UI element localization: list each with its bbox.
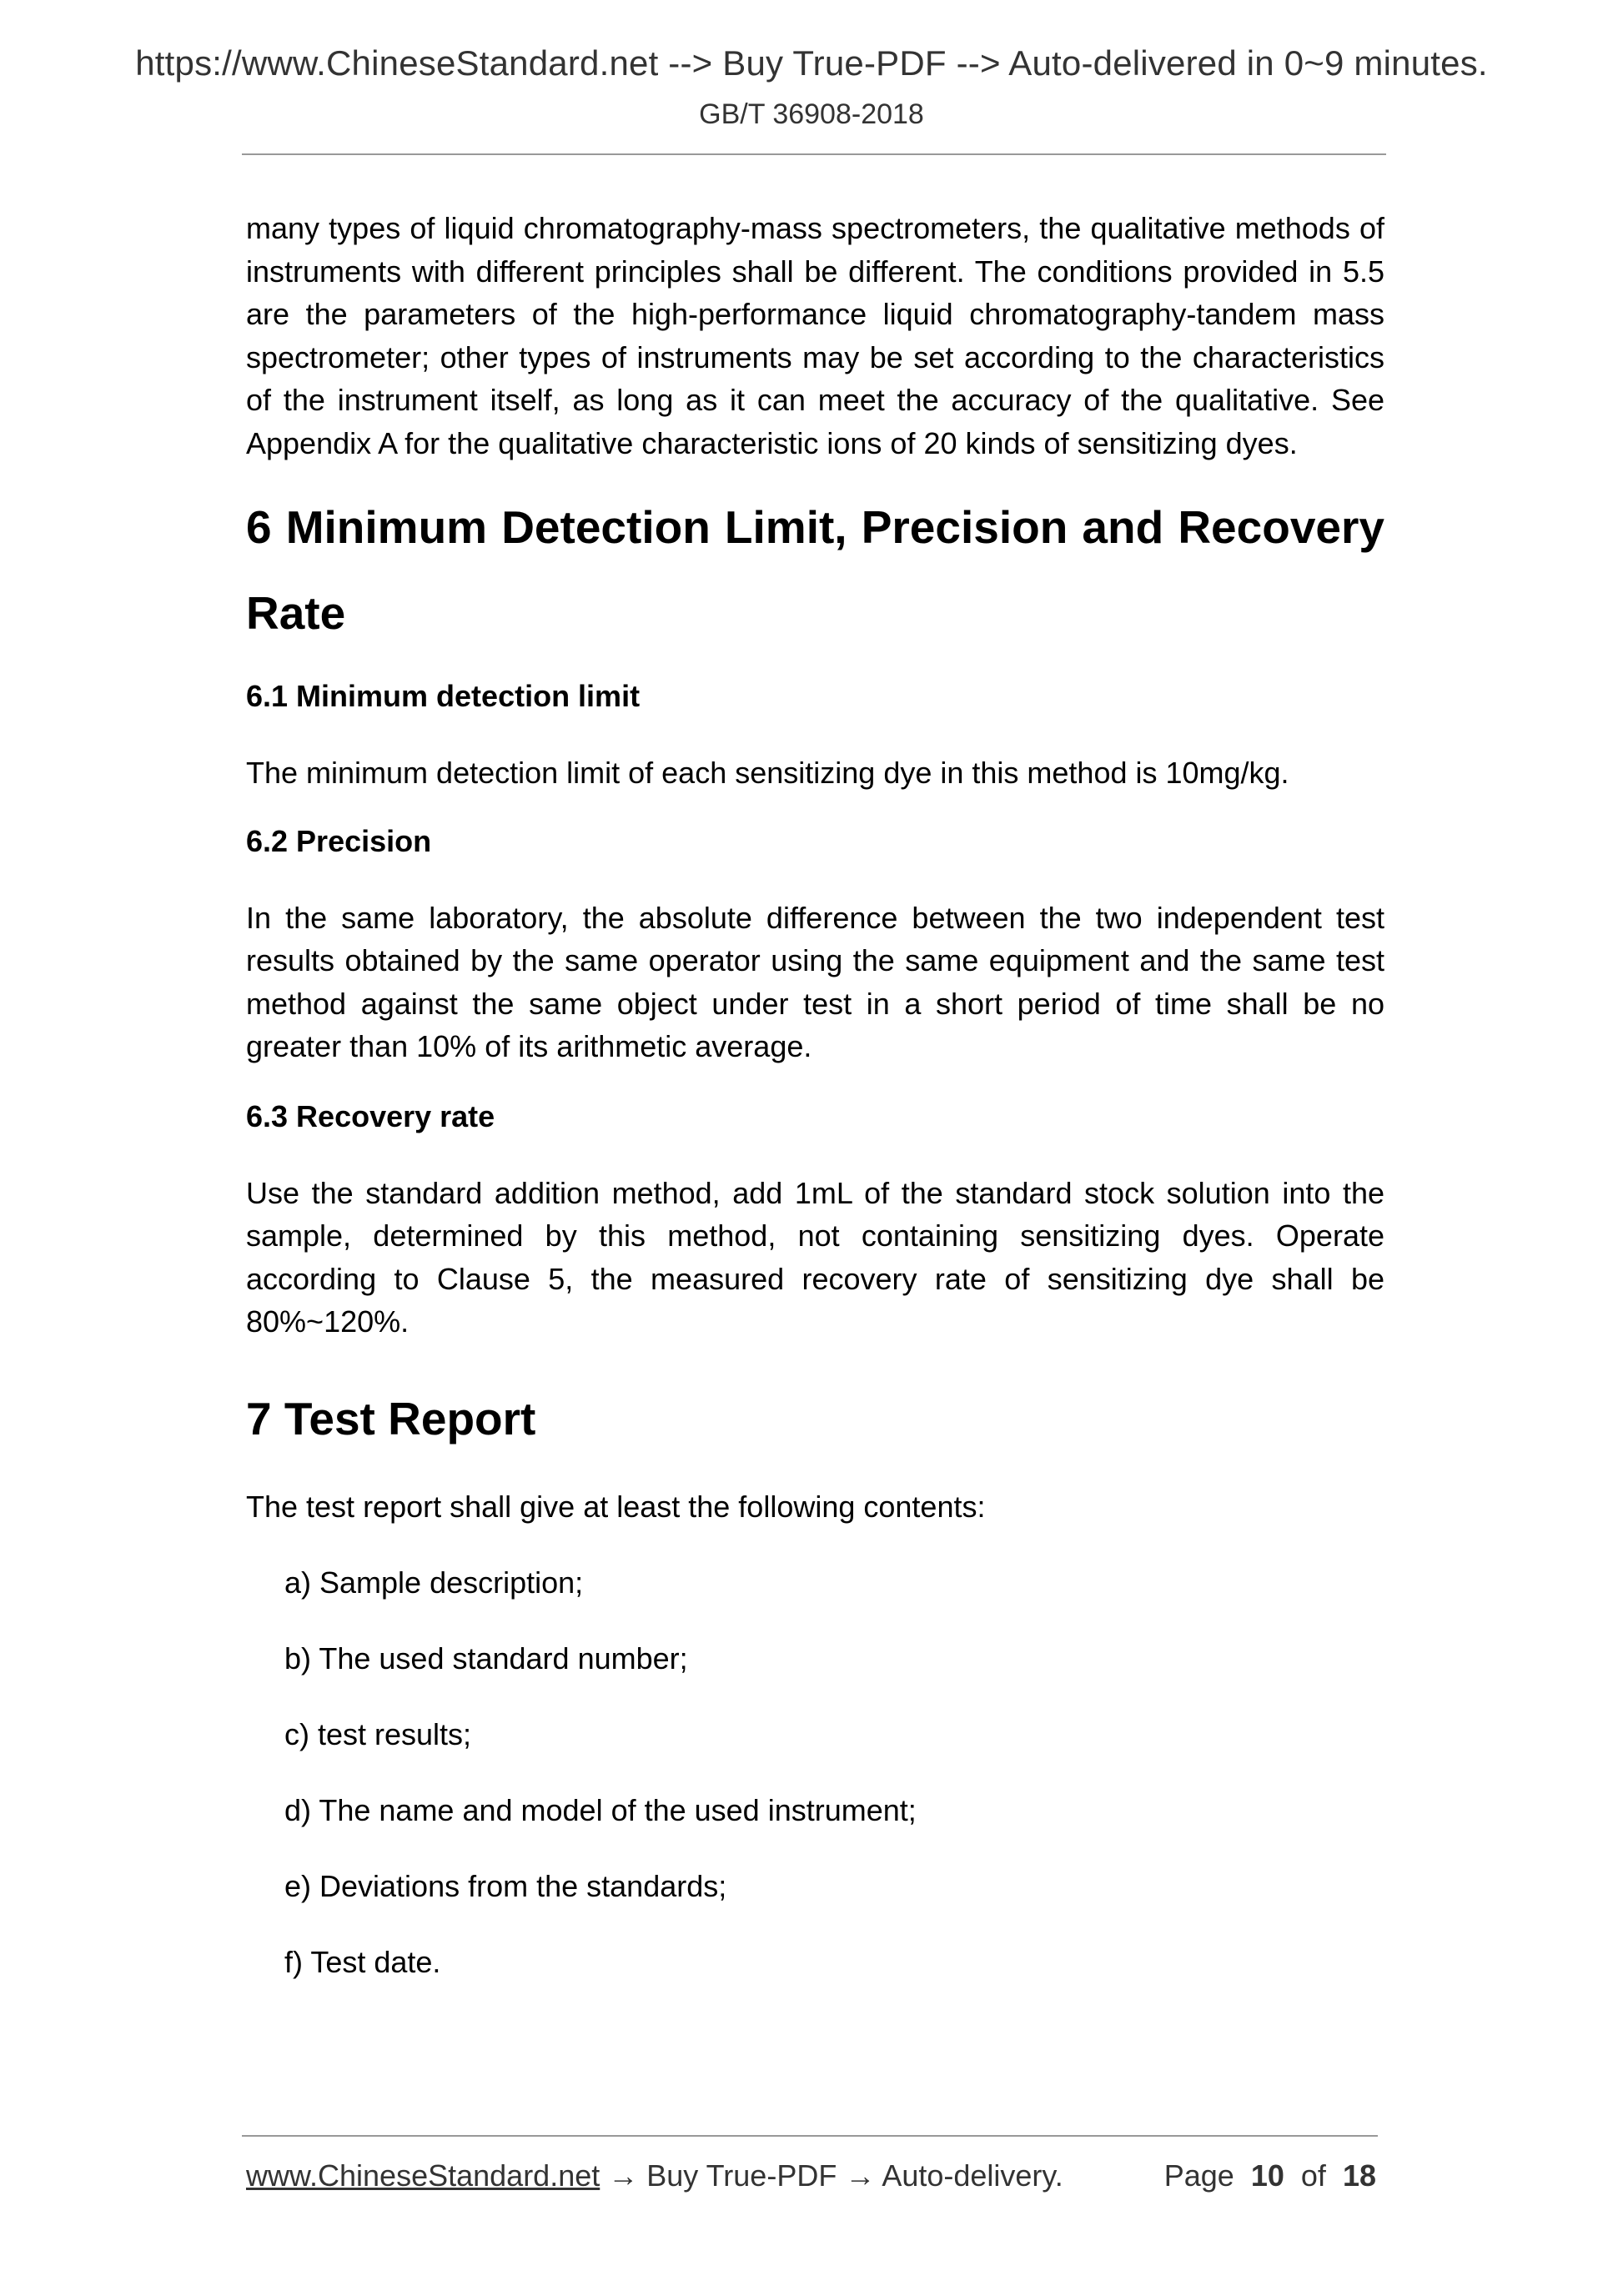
- section-6-1-text: The minimum detection limit of each sensitizing dye in this method is 10mg/kg.: [246, 756, 1289, 790]
- list-item: a) Sample description;: [284, 1565, 584, 1600]
- page-content: [246, 207, 1384, 1983]
- section-6-3-heading: 6.3 Recovery rate: [246, 1098, 495, 1133]
- header-banner: https://www.ChineseStandard.net --> Buy True-PDF --> Auto-delivered in 0~9 minutes.: [135, 43, 1488, 83]
- page-label: Page: [1163, 2158, 1234, 2193]
- footer-left: [246, 2158, 1063, 2193]
- site-link[interactable]: www.ChineseStandard.net: [246, 2158, 600, 2193]
- page-footer: [246, 2158, 1376, 2193]
- page-total: 18: [1342, 2158, 1376, 2193]
- section-7-heading: 7 Test Report: [246, 1392, 536, 1444]
- report-contents-list: [246, 1561, 1384, 1983]
- header-divider: [242, 153, 1386, 155]
- section-6-2-heading: 6.2 Precision: [246, 823, 432, 858]
- section-6-1-heading: 6.1 Minimum detection limit: [246, 679, 641, 713]
- section-6-2-text: In the same laboratory, the absolute difference between the two independent test results obtained by the same operator using the same equipment and the same test method against the same object under test in a short period of time shall be no greater than 10% of its arithmetic average.: [246, 900, 1384, 1063]
- intro-paragraph: many types of liquid chromatography-mass spectrometers, the qualitative methods of instruments with different principles shall be different. The conditions provided in 5.5 are the parameters of the high-performance liquid chromatography-tandem mass spectrometer; other types of instruments may be set according to the characteristics of the instrument itself, as long as it can meet the accuracy of the qualitative. See Appendix A for the qualitative characteristic ions of 20 kinds of sensitizing dyes.: [246, 211, 1384, 460]
- list-item: d) The name and model of the used instrument;: [284, 1793, 917, 1827]
- section-7-text: The test report shall give at least the following contents:: [246, 1489, 986, 1524]
- footer-tail: → Buy True-PDF → Auto-delivery.: [600, 2158, 1063, 2193]
- footer-divider: [242, 2135, 1378, 2137]
- section-6-heading: 6 Minimum Detection Limit, Precision and Recovery Rate: [246, 501, 1384, 639]
- list-item: b) The used standard number;: [284, 1641, 688, 1676]
- list-item: c) test results;: [284, 1717, 472, 1751]
- standard-number: GB/T 36908-2018: [699, 98, 924, 130]
- list-item: e) Deviations from the standards;: [284, 1869, 727, 1903]
- list-item: f) Test date.: [284, 1945, 441, 1979]
- page-indicator: [1164, 2158, 1376, 2193]
- page-number: 10: [1250, 2158, 1284, 2193]
- of-label: of: [1300, 2158, 1326, 2193]
- section-6-3-text: Use the standard addition method, add 1mL of the standard stock solution into the sample, determined by this method, not containing sensitizing dyes. Operate according to Clause 5, the measured recovery rate of sensitizing dye shall be 80%~120%.: [246, 1175, 1384, 1339]
